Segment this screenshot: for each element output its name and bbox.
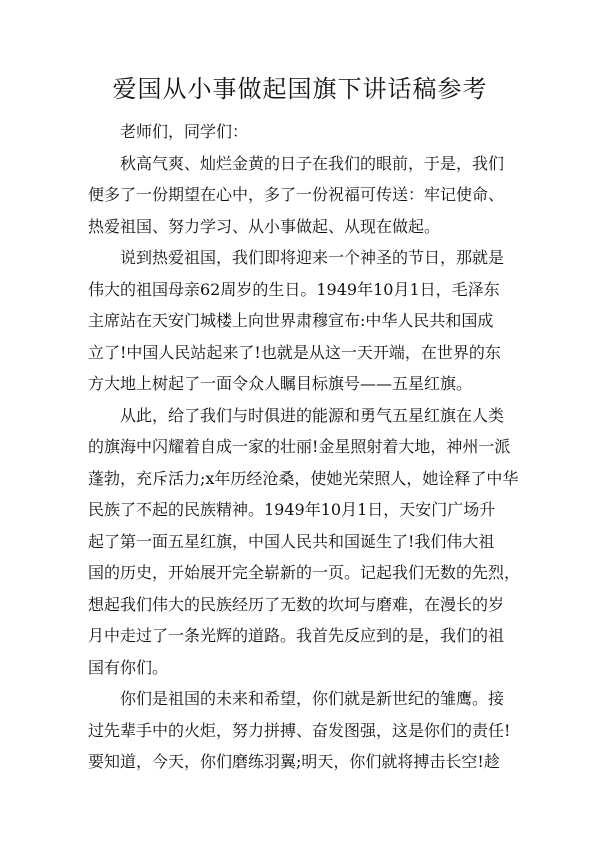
paragraph-1 [88, 148, 510, 243]
document-body [88, 116, 521, 778]
paragraph-line: 主席站在天安门城楼上向世界肃穆宣布:中华人民共和国成 [88, 311, 494, 330]
paragraph-line: 方大地上树起了一面令众人瞩目标旗号——五星红旗。 [88, 374, 473, 393]
paragraph-line: 月中走过了一条光辉的道路。我首先反应到的是，我们的祖 [88, 626, 505, 645]
paragraph-line: 蓬勃，充斥活力;x年历经沧桑，使她光荣照人，她诠释了中华 [88, 468, 519, 488]
paragraph-line: 的旗海中闪耀着自成一家的壮丽!金星照射着大地，神州一派 [88, 437, 511, 456]
greeting: 老师们，同学们： [120, 122, 249, 141]
paragraph-line: 起了第一面五星红旗，中国人民共和国诞生了!我们伟大祖 [88, 531, 495, 551]
paragraph-line: 便多了一份期望在心中，多了一份祝福可传送：牢记使命、 [88, 185, 505, 204]
paragraph-3 [88, 400, 521, 684]
document-title: 爱国从小事做起国旗下讲话稿参考 [112, 75, 488, 103]
paragraph-line: 民族了不起的民族精神。1949年10月1日，天安门广场升 [88, 500, 496, 519]
paragraph-line: 过先辈手中的火炬，努力拼搏、奋发图强，这是你们的责任! [88, 720, 511, 740]
paragraph-4 [88, 683, 510, 778]
paragraph-line: 立了!中国人民站起来了!也就是从这一天开端，在世界的东 [88, 342, 501, 362]
paragraph-2 [88, 242, 510, 400]
paragraph-line: 从此，给了我们与时俱进的能源和勇气五星红旗在人类 [120, 405, 505, 425]
paragraph-line: 你们是祖国的未来和希望，你们就是新世纪的雏鹰。接 [120, 689, 505, 708]
paragraph-line: 热爱祖国、努力学习、从小事做起、从现在做起。 [88, 216, 441, 236]
paragraph-line: 国有你们。 [88, 657, 169, 677]
paragraph-line: 国的历史，开始展开完全崭新的一页。记起我们无数的先烈， [88, 563, 521, 582]
paragraph-line: 伟大的祖国母亲62周岁的生日。1949年10月1日，毛泽东 [88, 279, 500, 299]
paragraph-line: 想起我们伟大的民族经历了无数的坎坷与磨难，在漫长的岁 [88, 594, 505, 614]
paragraph-line: 说到热爱祖国，我们即将迎来一个神圣的节日，那就是 [120, 248, 505, 267]
paragraph-line: 秋高气爽、灿烂金黄的日子在我们的眼前，于是，我们 [120, 153, 505, 173]
paragraph-line: 要知道，今天，你们磨练羽翼;明天，你们就将搏击长空!趁 [88, 752, 500, 771]
